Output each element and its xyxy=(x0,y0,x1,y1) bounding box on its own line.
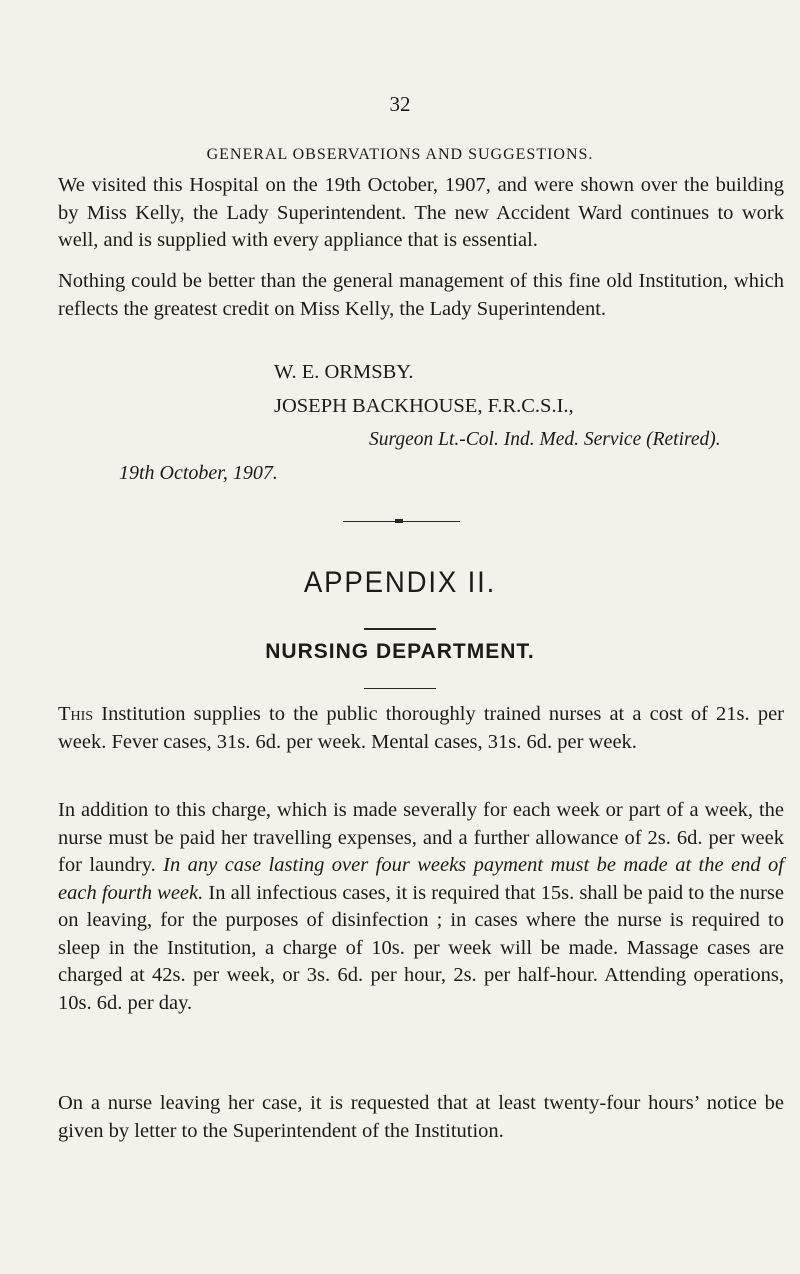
observations-paragraph-2: Nothing could be better than the general management of this fine old Institution, which reflects the greatest credit on Miss Kelly, the Lady Superintendent. xyxy=(58,270,784,320)
appendix-subtitle: NURSING DEPARTMENT. xyxy=(265,640,535,663)
appendix-paragraph-1 xyxy=(58,701,784,756)
paragraph-2-text-b: In all infectious cases, it is required that 15s. shall be paid to the nurse on leaving, for the purposes of disinfection ; in cases where the nurse is required to sleep in the Institution, a charge of 10s. per week will be made. Massage cases are charged at 42s. per week, or 3s. 6d. per hour, 2s. per half-hour. Attending operations, 10s. 6d. per day. xyxy=(58,881,784,1014)
paragraph-2-text-a: In addition to this charge, which is made severally for each week or part of a week, the nurse must be paid her travelling expenses, and a further allowance of 2s. 6d. per week for laundry. xyxy=(58,799,784,876)
appendix-paragraph-3: On a nurse leaving her case, it is requested that at least twenty-four hours’ notice be given by letter to the Superintendent of the Institution. xyxy=(58,1092,784,1142)
section-divider xyxy=(343,521,460,522)
paragraph-1-text: Institution supplies to the public thoroughly trained nurses at a cost of 21s. per week. Fever cases, 31s. 6d. per week. Mental cases, 31s. 6d. per week. xyxy=(58,703,784,753)
paragraph-2-italic: In any case lasting over four weeks payment must be made at the end of each fourth week. xyxy=(58,854,784,904)
subtitle-rule xyxy=(364,688,436,689)
observations-paragraph-1: We visited this Hospital on the 19th October, 1907, and were shown over the building by Miss Kelly, the Lady Superintendent. The new Accident Ward continues to work well, and is supplied with every appliance that is essential. xyxy=(58,174,784,251)
divider-ornament xyxy=(395,519,403,523)
signature-ormsby: W. E. ORMSBY. xyxy=(274,361,414,383)
report-date: 19th October, 1907. xyxy=(119,462,278,484)
observations-heading: GENERAL OBSERVATIONS AND SUGGESTIONS. xyxy=(206,146,594,163)
signature-backhouse: JOSEPH BACKHOUSE, F.R.C.S.I., xyxy=(274,395,574,417)
title-rule xyxy=(364,628,436,630)
page-number: 32 xyxy=(389,92,411,116)
appendix-title: APPENDIX II. xyxy=(303,566,497,599)
paragraph-lead-word: This xyxy=(58,703,94,725)
signature-backhouse-title: Surgeon Lt.-Col. Ind. Med. Service (Retired). xyxy=(369,429,721,450)
appendix-paragraph-2 xyxy=(58,797,784,1017)
